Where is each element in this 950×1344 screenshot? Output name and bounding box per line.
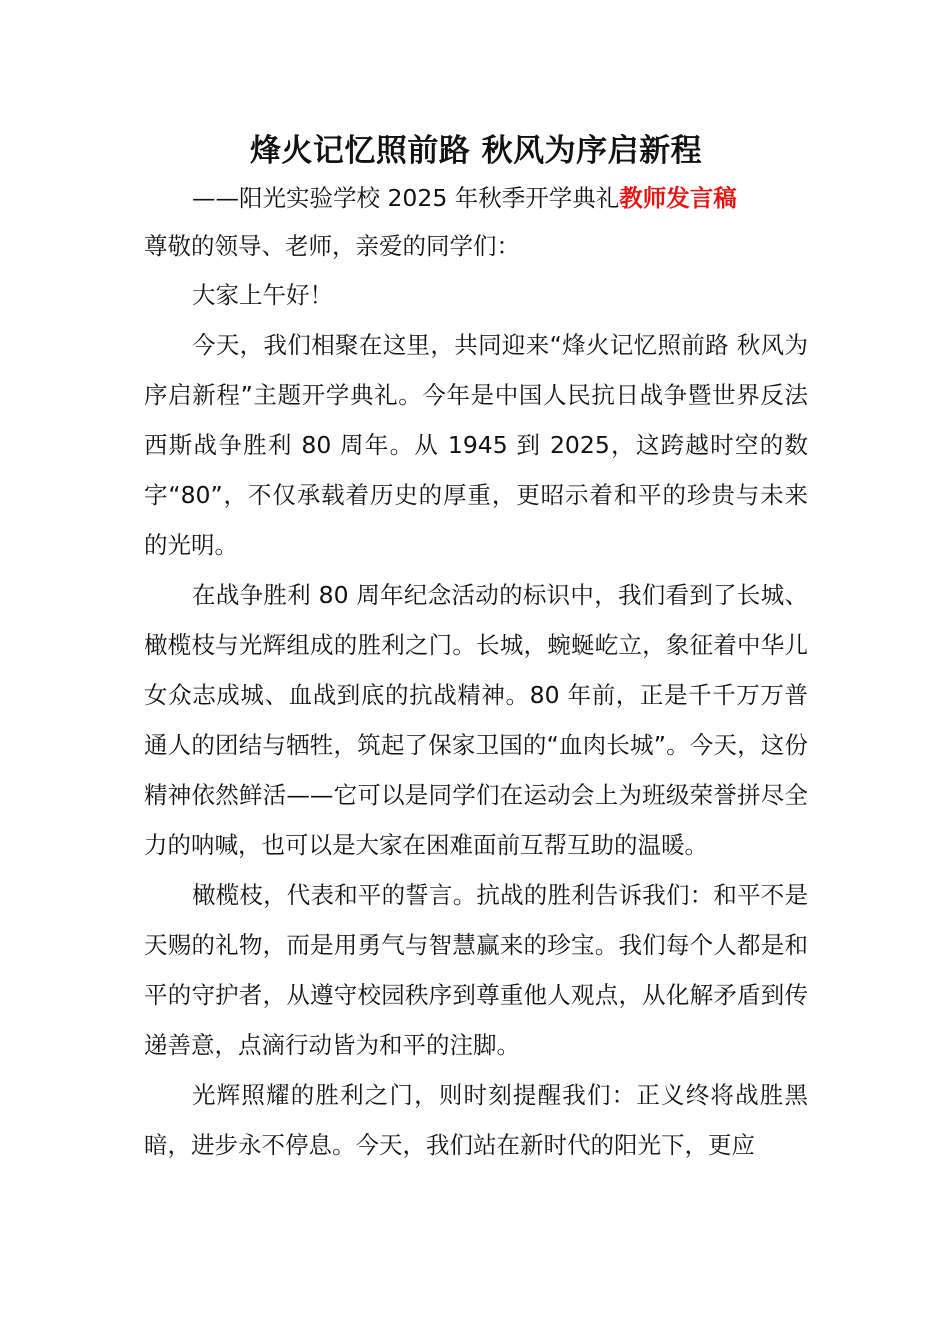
paragraph-olive-branch: 橄榄枝，代表和平的誓言。抗战的胜利告诉我们：和平不是天赐的礼物，而是用勇气与智慧赢来的珍宝。我们每个人都是和平的守护者，从遵守校园秩序到尊重他人观点，从化解矛盾到传递善意，点滴行动皆为和平的注脚。 xyxy=(144,881,808,1059)
paragraph-introduction: 今天，我们相聚在这里，共同迎来“烽火记忆照前路 秋风为序启新程”主题开学典礼。今年是中国人民抗日战争暨世界反法西斯战争胜利 80 周年。从 1945 到 2025，这跨越时空的数字“80”，不仅承载着历史的厚重，更昭示着和平的珍贵与未来的光明。 xyxy=(144,331,808,559)
document-subtitle xyxy=(144,174,808,222)
subtitle-prefix: ——阳光实验学校 2025 年秋季开学典礼 xyxy=(192,184,620,212)
paragraph-great-wall: 在战争胜利 80 周年纪念活动的标识中，我们看到了长城、橄榄枝与光辉组成的胜利之门。长城，蜿蜒屹立，象征着中华儿女众志成城、血战到底的抗战精神。80 年前，正是千千万万普通人的团结与牺牲，筑起了保家卫国的“血肉长城”。今天，这份精神依然鲜活——它可以是同学们在运动会上为班级荣誉拼尽全力的呐喊，也可以是大家在困难面前互帮互助的温暖。 xyxy=(144,581,808,859)
document-page xyxy=(144,128,808,1170)
paragraph-victory-gate: 光辉照耀的胜利之门，则时刻提醒我们：正义终将战胜黑暗，进步永不停息。今天，我们站在新时代的阳光下，更应 xyxy=(144,1081,808,1159)
paragraph-greeting: 大家上午好！ xyxy=(192,281,333,309)
document-title: 烽火记忆照前路 秋风为序启新程 xyxy=(249,133,703,169)
salutation: 尊敬的领导、老师，亲爱的同学们： xyxy=(144,232,520,260)
subtitle-highlight: 教师发言稿 xyxy=(619,184,737,212)
